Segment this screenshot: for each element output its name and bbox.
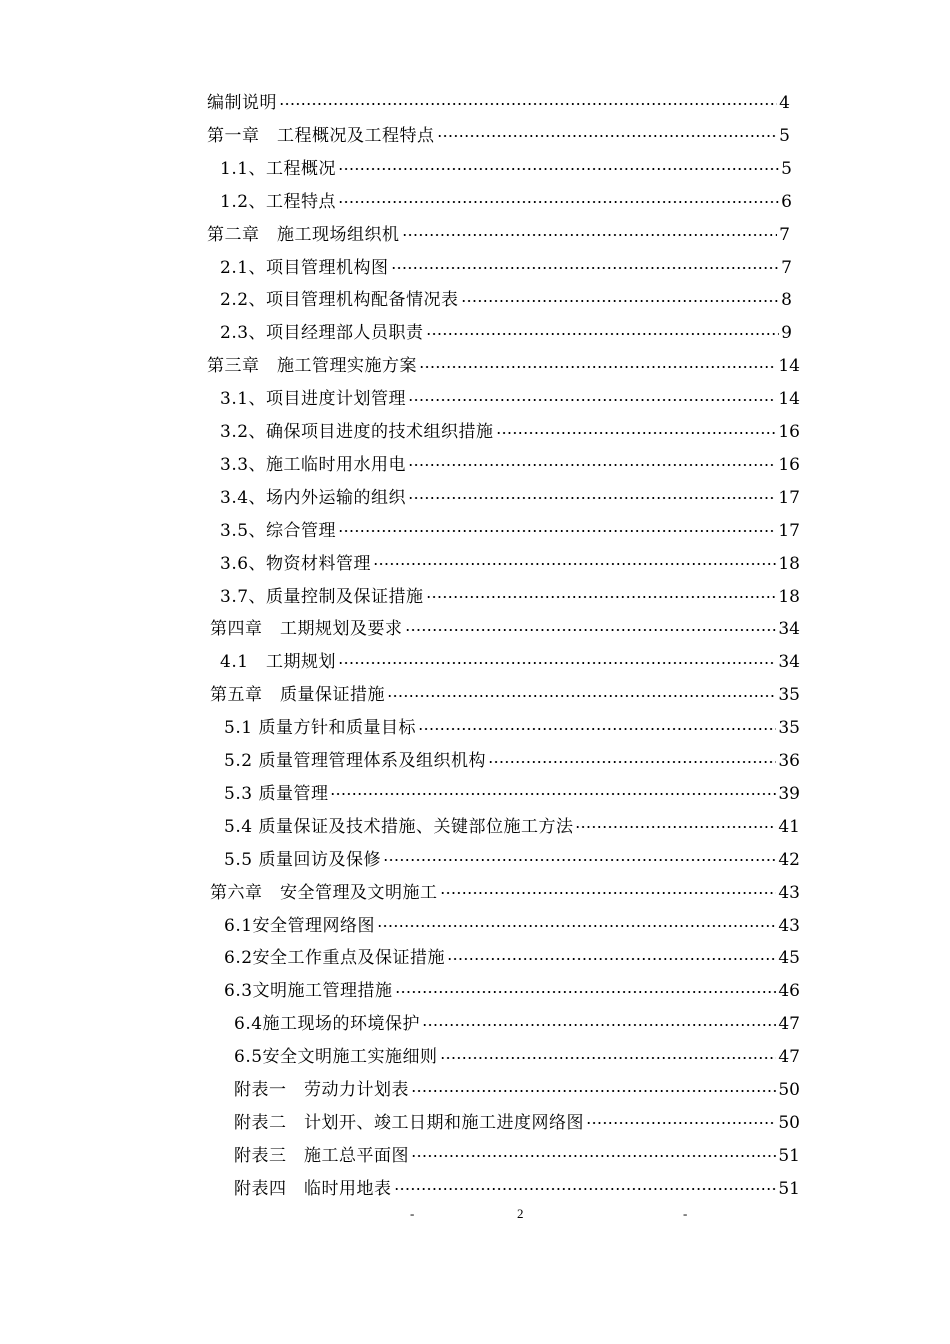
toc-entry-page: 51 (778, 1145, 800, 1166)
toc-entry-page: 43 (778, 882, 800, 903)
toc-entry-page: 7 (781, 257, 792, 278)
toc-entry-page: 16 (778, 454, 800, 475)
toc-dot-leader (330, 793, 776, 795)
toc-entry-title: 5.1 质量方针和质量目标 (224, 718, 416, 739)
toc-entry[interactable] (207, 350, 800, 383)
toc-entry[interactable] (224, 712, 800, 745)
toc-entry-page: 35 (778, 718, 800, 739)
toc-entry-title: 5.2 质量管理管理体系及组织机构 (224, 751, 486, 771)
toc-dot-leader (373, 563, 776, 565)
toc-entry[interactable] (220, 548, 800, 581)
toc-entry-page: 41 (778, 816, 800, 837)
toc-entry-page: 5 (781, 158, 792, 179)
toc-dot-leader (440, 1057, 777, 1059)
toc-dot-leader (394, 1188, 777, 1190)
toc-entry[interactable] (234, 1173, 800, 1206)
toc-entry-page: 36 (778, 751, 800, 771)
toc-entry[interactable] (224, 975, 800, 1008)
toc-entry-title: 第二章 施工现场组织机 (207, 224, 400, 245)
toc-entry[interactable] (224, 778, 800, 811)
toc-entry[interactable] (220, 581, 800, 614)
toc-entry-title: 4.1 工期规划 (220, 652, 337, 673)
toc-entry-title: 6.5安全文明施工实施细则 (234, 1047, 438, 1068)
toc-entry-title: 5.4 质量保证及技术措施、关键部位施工方法 (224, 816, 574, 837)
page-footer (0, 1206, 950, 1230)
toc-entry-title: 1.2、工程特点 (220, 191, 337, 212)
toc-entry-page: 14 (778, 389, 800, 410)
toc-dot-leader (411, 1155, 776, 1157)
toc-dot-leader (383, 859, 776, 861)
toc-dot-leader (575, 826, 776, 828)
toc-entry[interactable] (220, 186, 792, 219)
toc-entry[interactable] (234, 1074, 800, 1107)
toc-dot-leader (496, 432, 777, 434)
toc-dot-leader (377, 925, 776, 927)
toc-dot-leader (338, 662, 776, 664)
toc-dot-leader (391, 267, 780, 269)
toc-entry-title: 2.1、项目管理机构图 (220, 257, 389, 278)
toc-entry-page: 50 (778, 1112, 800, 1133)
toc-entry-title: 附表三 施工总平面图 (234, 1145, 409, 1166)
toc-entry[interactable] (224, 910, 800, 943)
toc-dot-leader (437, 135, 778, 137)
toc-entry-title: 3.4、场内外运输的组织 (220, 487, 407, 508)
toc-dot-leader (338, 168, 779, 170)
toc-entry-page: 18 (778, 586, 800, 607)
toc-entry[interactable] (220, 515, 800, 548)
toc-entry-title: 3.5、综合管理 (220, 520, 337, 541)
toc-dot-leader (411, 1090, 776, 1092)
toc-dot-leader (440, 892, 777, 894)
toc-dot-leader (586, 1122, 776, 1124)
toc-entry-page: 42 (778, 849, 800, 870)
toc-entry-title: 第六章 安全管理及文明施工 (210, 882, 438, 903)
toc-dot-leader (408, 497, 776, 499)
toc-entry[interactable] (220, 449, 800, 482)
toc-entry[interactable] (234, 1008, 800, 1041)
toc-dot-leader (419, 366, 776, 368)
toc-dot-leader (338, 201, 779, 203)
toc-entry-title: 6.3文明施工管理措施 (224, 981, 393, 1002)
toc-entry[interactable] (234, 1107, 800, 1140)
toc-dot-leader (418, 728, 776, 730)
toc-entry-page: 34 (778, 619, 800, 640)
toc-entry-page: 43 (778, 915, 800, 936)
toc-entry-title: 第一章 工程概况及工程特点 (207, 125, 435, 146)
toc-entry[interactable] (210, 613, 800, 646)
toc-entry-page: 45 (778, 948, 800, 969)
toc-entry-title: 第五章 质量保证措施 (210, 685, 385, 706)
toc-entry-title: 6.2安全工作重点及保证措施 (224, 948, 446, 969)
toc-entry-title: 2.2、项目管理机构配备情况表 (220, 290, 459, 311)
toc-entry[interactable] (220, 284, 792, 317)
toc-entry[interactable] (224, 844, 800, 877)
toc-entry-page: 14 (778, 356, 800, 377)
toc-entry-page: 8 (781, 290, 792, 311)
toc-entry[interactable] (220, 252, 792, 285)
toc-entry-page: 47 (778, 1014, 800, 1035)
toc-entry[interactable] (224, 942, 800, 975)
toc-entry-title: 第三章 施工管理实施方案 (207, 356, 417, 377)
toc-entry-title: 5.5 质量回访及保修 (224, 849, 381, 870)
toc-dot-leader (279, 103, 777, 105)
toc-dot-leader (402, 234, 778, 236)
toc-dot-leader (338, 530, 776, 532)
toc-entry-page: 39 (778, 783, 800, 804)
toc-entry-page: 5 (779, 125, 790, 146)
toc-entry-title: 3.1、项目进度计划管理 (220, 389, 407, 410)
toc-dot-leader (488, 761, 776, 763)
toc-entry[interactable] (234, 1041, 800, 1074)
toc-entry-title: 3.7、质量控制及保证措施 (220, 586, 424, 607)
toc-entry-page: 18 (778, 553, 800, 574)
toc-dot-leader (408, 464, 776, 466)
toc-dot-leader (408, 399, 776, 401)
toc-entry-title: 6.1安全管理网络图 (224, 915, 376, 936)
toc-dot-leader (422, 1024, 776, 1026)
toc-entry-title: 6.4施工现场的环境保护 (234, 1014, 421, 1035)
toc-entry-page: 46 (778, 981, 800, 1002)
toc-entry-title: 编制说明 (207, 93, 277, 113)
toc-entry-page: 35 (778, 685, 800, 706)
toc-entry[interactable] (220, 646, 800, 679)
toc-entry-title: 3.2、确保项目进度的技术组织措施 (220, 422, 494, 442)
toc-entry[interactable] (220, 153, 792, 186)
toc-entry-title: 3.3、施工临时用水用电 (220, 454, 407, 475)
toc-dot-leader (387, 695, 776, 697)
toc-entry-page: 9 (781, 323, 792, 344)
toc-entry-page: 7 (779, 224, 790, 245)
toc-entry[interactable] (224, 745, 800, 778)
toc-entry-title: 附表一 劳动力计划表 (234, 1080, 409, 1100)
toc-entry-page: 34 (778, 652, 800, 673)
toc-dot-leader (426, 596, 777, 598)
toc-entry-title: 第四章 工期规划及要求 (210, 619, 403, 640)
toc-dot-leader (395, 991, 777, 993)
toc-entry-title: 附表四 临时用地表 (234, 1178, 392, 1199)
toc-entry-title: 5.3 质量管理 (224, 783, 329, 804)
toc-entry[interactable] (220, 482, 800, 515)
toc-entry[interactable] (207, 219, 790, 252)
toc-entry-page: 17 (778, 520, 800, 541)
toc-entry-page: 6 (781, 191, 792, 212)
footer-right-dash: - (683, 1206, 688, 1221)
footer-left-dash: - (410, 1206, 415, 1221)
toc-entry-title: 1.1、工程概况 (220, 158, 337, 179)
footer-page-number: 2 (517, 1206, 524, 1221)
toc-entry-title: 2.3、项目经理部人员职责 (220, 323, 424, 344)
toc-entry[interactable] (234, 1140, 800, 1173)
toc-dot-leader (405, 629, 777, 631)
toc-entry-page: 17 (778, 487, 800, 508)
toc-entry-page: 51 (778, 1178, 800, 1199)
toc-entry[interactable] (220, 317, 792, 350)
toc-entry[interactable] (210, 679, 800, 712)
toc-entry-page: 4 (779, 93, 790, 113)
toc-entry[interactable] (207, 87, 790, 120)
toc-entry[interactable] (220, 383, 800, 416)
toc-entry[interactable] (210, 877, 800, 910)
toc-entry-title: 3.6、物资材料管理 (220, 553, 372, 574)
toc-entry-page: 47 (778, 1047, 800, 1068)
toc-dot-leader (426, 333, 780, 335)
toc-dot-leader (447, 958, 776, 960)
toc-dot-leader (461, 300, 780, 302)
toc-entry[interactable] (207, 120, 790, 153)
toc-entry[interactable] (220, 416, 800, 449)
toc-entry-title: 附表二 计划开、竣工日期和施工进度网络图 (234, 1112, 584, 1133)
toc-entry-page: 50 (778, 1080, 800, 1100)
toc-entry[interactable] (224, 811, 800, 844)
toc-entry-page: 16 (778, 422, 800, 442)
